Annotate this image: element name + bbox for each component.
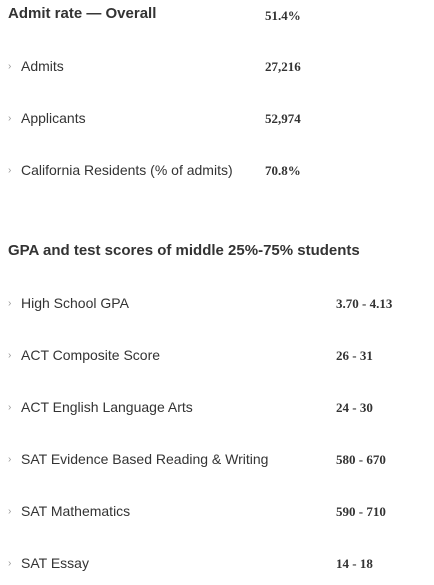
chevron-right-icon: › [8,350,12,361]
scores-row-act-composite[interactable] [0,345,434,367]
row-value: 52,974 [265,111,301,126]
chevron-right-icon: › [8,298,12,309]
chevron-right-icon: › [8,113,12,124]
row-value: 70.8% [265,163,301,178]
row-value: 14 - 18 [336,556,373,571]
admit-rate-value: 51.4% [265,8,301,23]
row-label: SAT Evidence Based Reading & Writing [21,451,269,467]
row-label: High School GPA [21,295,129,311]
row-value: 27,216 [265,59,301,74]
row-value: 580 - 670 [336,452,386,467]
row-label: ACT English Language Arts [21,399,193,415]
row-label: SAT Essay [21,555,89,571]
admit-row-california-residents[interactable] [0,160,434,182]
row-label: Admits [21,58,64,74]
admit-row-applicants[interactable] [0,108,434,130]
scores-title: GPA and test scores of middle 25%-75% students [8,242,360,259]
admit-rate-title: Admit rate — Overall [8,5,157,22]
scores-row-high-school-gpa[interactable] [0,293,434,315]
scores-row-sat-math[interactable] [0,501,434,523]
chevron-right-icon: › [8,61,12,72]
row-label: SAT Mathematics [21,503,131,519]
row-label: ACT Composite Score [21,347,161,363]
chevron-right-icon: › [8,402,12,413]
row-value: 24 - 30 [336,400,373,415]
admit-row-admits[interactable] [0,56,434,78]
chevron-right-icon: › [8,454,12,465]
scores-row-sat-essay[interactable] [0,553,434,575]
row-value: 3.70 - 4.13 [336,296,393,311]
row-label: California Residents (% of admits) [21,162,233,178]
row-value: 26 - 31 [336,348,373,363]
scores-row-act-english[interactable] [0,397,434,419]
row-value: 590 - 710 [336,504,386,519]
chevron-right-icon: › [8,506,12,517]
chevron-right-icon: › [8,558,12,569]
row-label: Applicants [21,110,86,126]
scores-row-sat-ebrw[interactable] [0,449,434,471]
chevron-right-icon: › [8,165,12,176]
